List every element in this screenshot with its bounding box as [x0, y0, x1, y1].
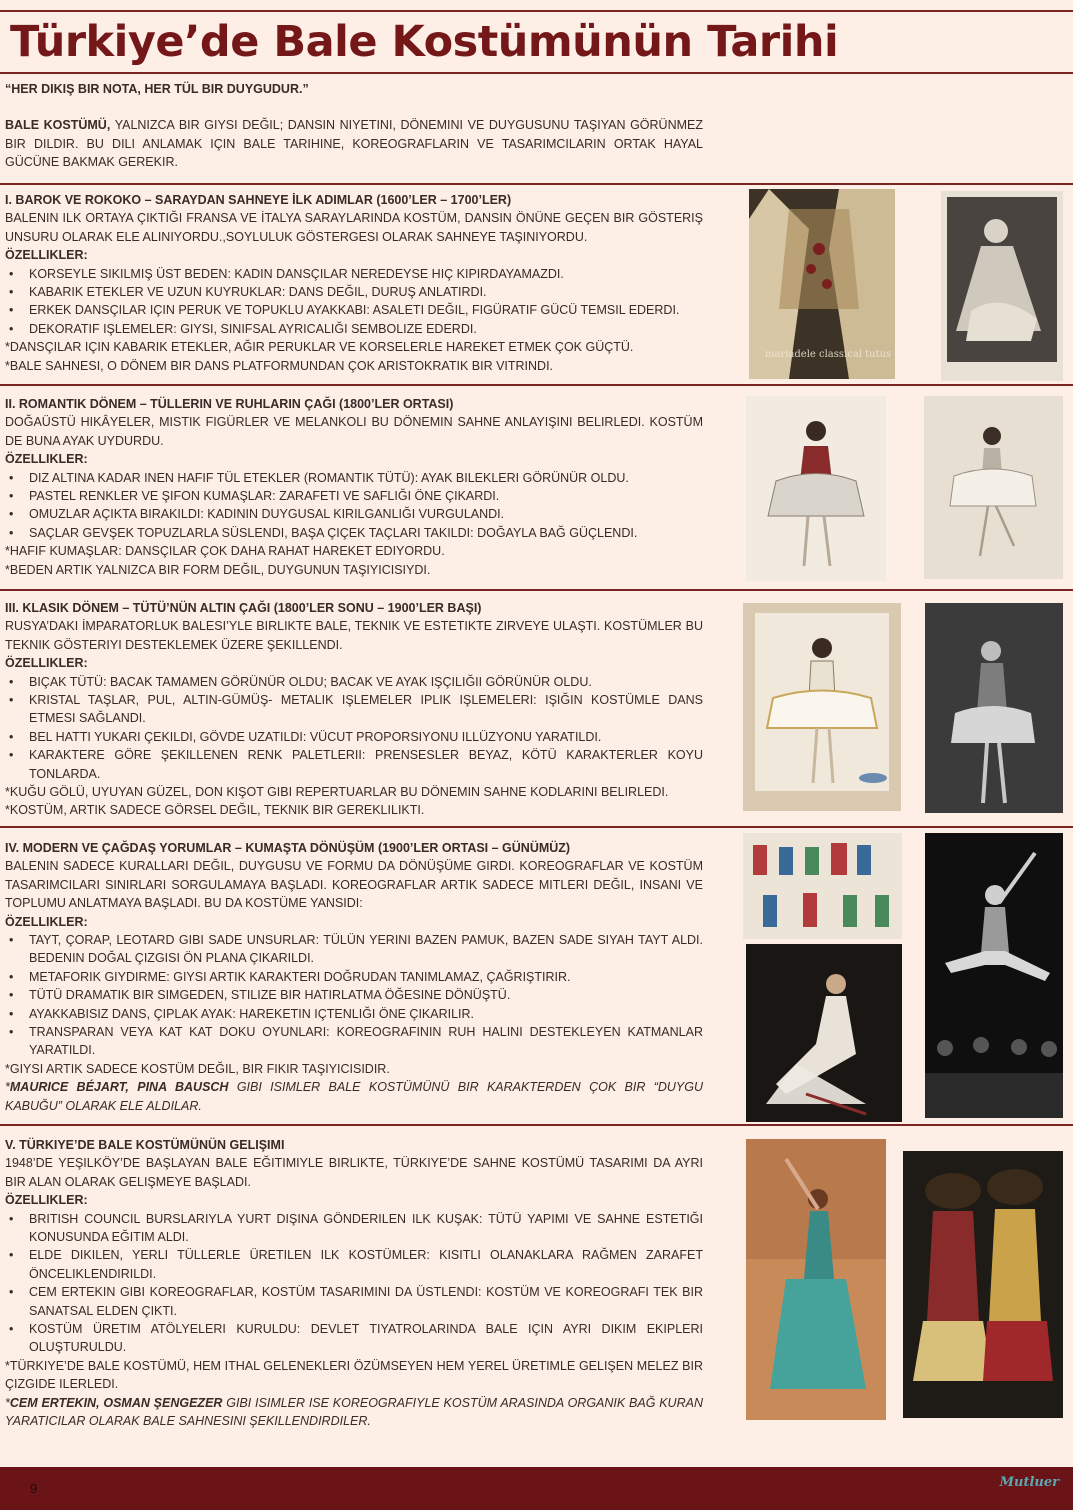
baroque-dancer-photo	[941, 191, 1063, 381]
section-note-italic: *CEM ERTEKIN, OSMAN ŞENGEZER GIBI ISIMLER ISE KOREOGRAFIYLE KOSTÜM ARASINDA ORGANIK BAĞ KURAN YARATICILAR OLARAK BALE SAHNESINI ŞEKILLENDIRDILER.	[5, 1395, 703, 1429]
section-rule	[0, 589, 1073, 591]
list-item: • DIZ ALTINA KADAR INEN HAFIF TÜL ETEKLER (ROMANTIK TÜTÜ): AYAK BILEKLERI GÖRÜNÜR OLDU.	[5, 469, 703, 487]
section-body: 1948’DE YEŞILKÖY’DE BAŞLAYAN BALE EĞITIMIYLE BIRLIKTE, TÜRKIYE’DE SAHNE KOSTÜMÜ TASARIMI DA AYRI BIR ALAN OLARAK GELIŞMEYE BAŞLADI.	[5, 1156, 703, 1189]
section-heading: IV. MODERN VE ÇAĞDAŞ YORUMLAR – KUMAŞTA DÖNÜŞÜM (1900’LER ORTASI – GÜNÜMÜZ)	[5, 841, 571, 855]
list-item: • ERKEK DANSÇILAR IÇIN PERUK VE TOPUKLU AYAKKABI: ASALETI DEĞIL, FIGÜRATIF GÜCÜ TEMSIL EDERDI.	[5, 301, 703, 319]
top-rule	[0, 10, 1073, 12]
list-item: • BIÇAK TÜTÜ: BACAK TAMAMEN GÖRÜNÜR OLDU; BACAK VE AYAK IŞÇILIĞII GÖRÜNÜR OLDU.	[5, 673, 703, 691]
list-item: • TAYT, ÇORAP, LEOTARD GIBI SADE UNSURLAR: TÜLÜN YERINI BAZEN PAMUK, BAZEN SADE SIYAH TAYT ALDI. BEDENIN DOĞAL ÇIZGISI ÖN PLANA ÇIKARILDI.	[5, 931, 703, 968]
section-heading: V. TÜRKIYE’DE BALE KOSTÜMÜNÜN GELIŞIMI	[5, 1138, 285, 1152]
page-title: Türkiye’de Bale Kostümünün Tarihi	[10, 17, 839, 67]
photo-caption: mariadele classical tutus	[765, 349, 892, 360]
list-item: • ELDE DIKILEN, YERLI TÜLLERLE ÜRETILEN ILK KOSTÜMLER: KISITLI OLANAKLARA RAĞMEN ZARAFET ÖNCELIKLENDIRILDI.	[5, 1246, 703, 1283]
section-rule	[0, 183, 1073, 185]
baroque-costume-photo	[749, 189, 895, 379]
section-subheading: ÖZELLIKLER:	[5, 914, 88, 929]
list-item: • TÜTÜ DRAMATIK BIR SIMGEDEN, STILIZE BIR HATIRLATMA ÖĞESINE DÖNÜŞTÜ.	[5, 986, 703, 1004]
section-turkey	[5, 1136, 703, 1431]
list-item: • KRISTAL TAŞLAR, PUL, ALTIN-GÜMÜŞ- METALIK IŞLEMELER IPLIK IŞLEMELERI: IŞIĞIN KOSTÜMLE DANS ETMESI SAĞLANDI.	[5, 691, 703, 728]
section-rule	[0, 826, 1073, 828]
page-footer	[0, 1467, 1073, 1510]
jumping-dancer-photo	[925, 833, 1063, 1118]
feature-list	[5, 1210, 703, 1357]
page-number: 9	[30, 1481, 38, 1496]
romantic-dancer-illustration	[746, 396, 886, 581]
section-subheading: ÖZELLIKLER:	[5, 248, 88, 263]
section-note: *BALE SAHNESI, O DÖNEM BIR DANS PLATFORMUNDAN ÇOK ARISTOKRATIK BIR VITRINDI.	[5, 358, 554, 373]
title-rule	[0, 72, 1073, 74]
brand-logo: Mutluer	[999, 1475, 1059, 1490]
list-item: • KARAKTERE GÖRE ŞEKILLENEN RENK PALETLERII: PRENSESLER BEYAZ, KÖTÜ KARAKTERLER KOYU TONLARDA.	[5, 746, 703, 783]
intro	[5, 80, 703, 172]
section-note: *TÜRKIYE’DE BALE KOSTÜMÜ, HEM ITHAL GELENEKLERI ÖZÜMSEYEN HEM YEREL ÜRETIMLE GELIŞEN MELEZ BIR ÇIZGIDE ILERLEDI.	[5, 1358, 703, 1392]
turkish-stage-photo	[903, 1151, 1063, 1418]
section-classical	[5, 599, 703, 820]
intro-lead-rest: YALNIZCA BIR GIYSI DEĞIL; DANSIN NIYETINI, DÖNEMINI VE DUYGUSUNU TAŞIYAN GÖRÜNMEZ BIR DILDIR. BU DILI ANLAMAK IÇIN BALE TARIHINE, KOREOGRAFLARIN VE TASARIMCILARIN ORTAK HAYAL GÜCÜNE BAKMAK GEREKIR.	[5, 118, 703, 170]
list-item: • DEKORATIF IŞLEMELER: GIYSI, SINIFSAL AYRICALIĞI SEMBOLIZE EDERDI.	[5, 320, 703, 338]
feature-list	[5, 673, 703, 783]
section-note: *GIYSI ARTIK SADECE KOSTÜM DEĞIL, BIR FIKIR TAŞIYICISIDIR.	[5, 1061, 390, 1076]
intro-lead-bold: BALE KOSTÜMÜ,	[5, 118, 111, 133]
list-item: • BRITISH COUNCIL BURSLARIYLA YURT DIŞINA GÖNDERILEN ILK KUŞAK: TÜTÜ YAPIMI VE SAHNE ESTETIĞI KONUSUNDA EĞITIM ALDI.	[5, 1210, 703, 1247]
choreographer-names: CEM ERTEKIN, OSMAN ŞENGEZER	[9, 1395, 223, 1410]
section-note: *KUĞU GÖLÜ, UYUYAN GÜZEL, DON KIŞOT GIBI REPERTUARLAR BU DÖNEMIN SAHNE KODLARINI BELIRLEDI.	[5, 785, 669, 800]
classical-ballerina-print	[743, 603, 901, 811]
section-body: RUSYA’DAKI İMPARATORLUK BALESI’YLE BIRLIKTE BALE, TEKNIK VE ESTETIKTE ZIRVEYE ULAŞTI. KOSTÜMLER BU TEKNIK GÖSTERIYI DESTEKLEMEK ÜZERE ŞEKILLENDI.	[5, 619, 703, 652]
list-item: • AYAKKABISIZ DANS, ÇIPLAK AYAK: HAREKETIN IÇTENLIĞI ÖNE ÇIKARILIR.	[5, 1005, 703, 1023]
section-subheading: ÖZELLIKLER:	[5, 656, 88, 671]
section-subheading: ÖZELLIKLER:	[5, 452, 88, 467]
list-item: • KABARIK ETEKLER VE UZUN KUYRUKLAR: DANS DEĞIL, DURUŞ ANLATIRDI.	[5, 283, 703, 301]
list-item: • CEM ERTEKIN GIBI KOREOGRAFLAR, KOSTÜM TASARIMINI DA ÜSTLENDI: KOSTÜM VE KOREOGRAFI TEK BIR SANATSAL ELDEN ÇIKTI.	[5, 1283, 703, 1320]
feature-list	[5, 931, 703, 1060]
list-item: • TRANSPARAN VEYA KAT KAT DOKU OYUNLARI: KOREOGRAFININ RUH HALINI DESTEKLEYEN KATMANLAR YARATILDI.	[5, 1023, 703, 1060]
section-heading: I. BAROK VE ROKOKO – SARAYDAN SAHNEYE İLK ADIMLAR (1600’LER – 1700’LER)	[5, 193, 512, 207]
section-modern	[5, 839, 703, 1115]
section-romantic	[5, 395, 703, 579]
feature-list	[5, 265, 703, 339]
section-note: *KOSTÜM, ARTIK SADECE GÖRSEL DEĞIL, TEKNIK BIR GEREKLILIKTI.	[5, 803, 425, 818]
classical-dancer-photo	[925, 603, 1063, 813]
section-rule	[0, 384, 1073, 386]
section-heading: II. ROMANTIK DÖNEM – TÜLLERIN VE RUHLARIN ÇAĞI (1800’LER ORTASI)	[5, 397, 454, 411]
list-item: • METAFORIK GIYDIRME: GIYSI ARTIK KARAKTERI DOĞRUDAN TANIMLAMAZ, ÇAĞRIŞTIRIR.	[5, 968, 703, 986]
turkish-dancer-photo	[746, 1139, 886, 1420]
modern-dancer-photo	[746, 944, 902, 1122]
intro-paragraph	[5, 116, 703, 171]
choreographer-names: MAURICE BÉJART, PINA BAUSCH	[9, 1080, 229, 1095]
list-item: • SAÇLAR GEVŞEK TOPUZLARLA SÜSLENDI, BAŞA ÇIÇEK TAÇLARI TAKILDI: DOĞAYLA BAĞ GÜÇLENDI.	[5, 524, 703, 542]
intro-quote: “HER DIKIŞ BIR NOTA, HER TÜL BIR DUYGUDUR.”	[5, 82, 309, 96]
section-body: BALENIN SADECE KURALLARI DEĞIL, DUYGUSU VE FORMU DA DÖNÜŞÜME GIRDI. KOREOGRAFLAR VE KOSTÜM TASARIMCILARI SINIRLARI SORGULAMAYA BAŞLADI. KOREOGRAFLAR ARTIK SADECE MITLERI DEĞIL, INSANI VE TOPLUMU ANLATMAYA BAŞLADI. BU DA KOSTÜME YANSIDI:	[5, 859, 703, 911]
section-body: DOĞAÜSTÜ HIKÂYELER, MISTIK FIGÜRLER VE MELANKOLI BU DÖNEMIN SAHNE ANLAYIŞINI BELIRLEDI. KOSTÜM DE BUNA AYAK UYDURDU.	[5, 415, 703, 448]
list-item: • KORSEYLE SIKILMIŞ ÜST BEDEN: KADIN DANSÇILAR NEREDEYSE HIÇ KIPIRDAYAMAZDI.	[5, 265, 703, 283]
section-body: BALENIN ILK ORTAYA ÇIKTIĞI FRANSA VE İTALYA SARAYLARINDA KOSTÜM, DANSIN ÖNÜNE GEÇEN BIR GÖSTERIŞ UNSURU OLARAK ELE ALINIYORDU.,SOYLULUK GÖSTERGESI OLARAK SAHNEYE TAŞINIYORDU.	[5, 211, 703, 244]
section-note: *DANSÇILAR IÇIN KABARIK ETEKLER, AĞIR PERUKLAR VE KORSELERLE HAREKET ETMEK ÇOK GÜÇTÜ.	[5, 340, 634, 355]
section-baroque	[5, 191, 703, 375]
costume-sketches-image	[743, 833, 902, 939]
section-heading: III. KLASIK DÖNEM – TÜTÜ’NÜN ALTIN ÇAĞI (1800’LER SONU – 1900’LER BAŞI)	[5, 601, 482, 615]
section-subheading: ÖZELLIKLER:	[5, 1193, 88, 1208]
section-note: *BEDEN ARTIK YALNIZCA BIR FORM DEĞIL, DUYGUNUN TAŞIYICISIYDI.	[5, 562, 431, 577]
list-item: • PASTEL RENKLER VE ŞIFON KUMAŞLAR: ZARAFETI VE SAFLIĞI ÖNE ÇIKARDI.	[5, 487, 703, 505]
romantic-ballerina-print	[924, 396, 1063, 579]
list-item: • KOSTÜM ÜRETIM ATÖLYELERI KURULDU: DEVLET TIYATROLARINDA BALE IÇIN AYRI DIKIM EKIPLERI OLUŞTURULDU.	[5, 1320, 703, 1357]
section-rule	[0, 1124, 1073, 1126]
list-item: • BEL HATTI YUKARI ÇEKILDI, GÖVDE UZATILDI: VÜCUT PROPORSIYONU ILLÜZYONU YARATILDI.	[5, 728, 703, 746]
feature-list	[5, 469, 703, 543]
section-note: *HAFIF KUMAŞLAR: DANSÇILAR ÇOK DAHA RAHAT HAREKET EDIYORDU.	[5, 544, 445, 559]
list-item: • OMUZLAR AÇIKTA BIRAKILDI: KADININ DUYGUSAL KIRILGANLIĞI VURGULANDI.	[5, 505, 703, 523]
section-note-italic: *MAURICE BÉJART, PINA BAUSCH GIBI ISIMLER BALE KOSTÜMÜNÜ BIR KARAKTERDEN ÇOK BIR “DUYGU KABUĞU” OLARAK ELE ALDILAR.	[5, 1080, 703, 1113]
